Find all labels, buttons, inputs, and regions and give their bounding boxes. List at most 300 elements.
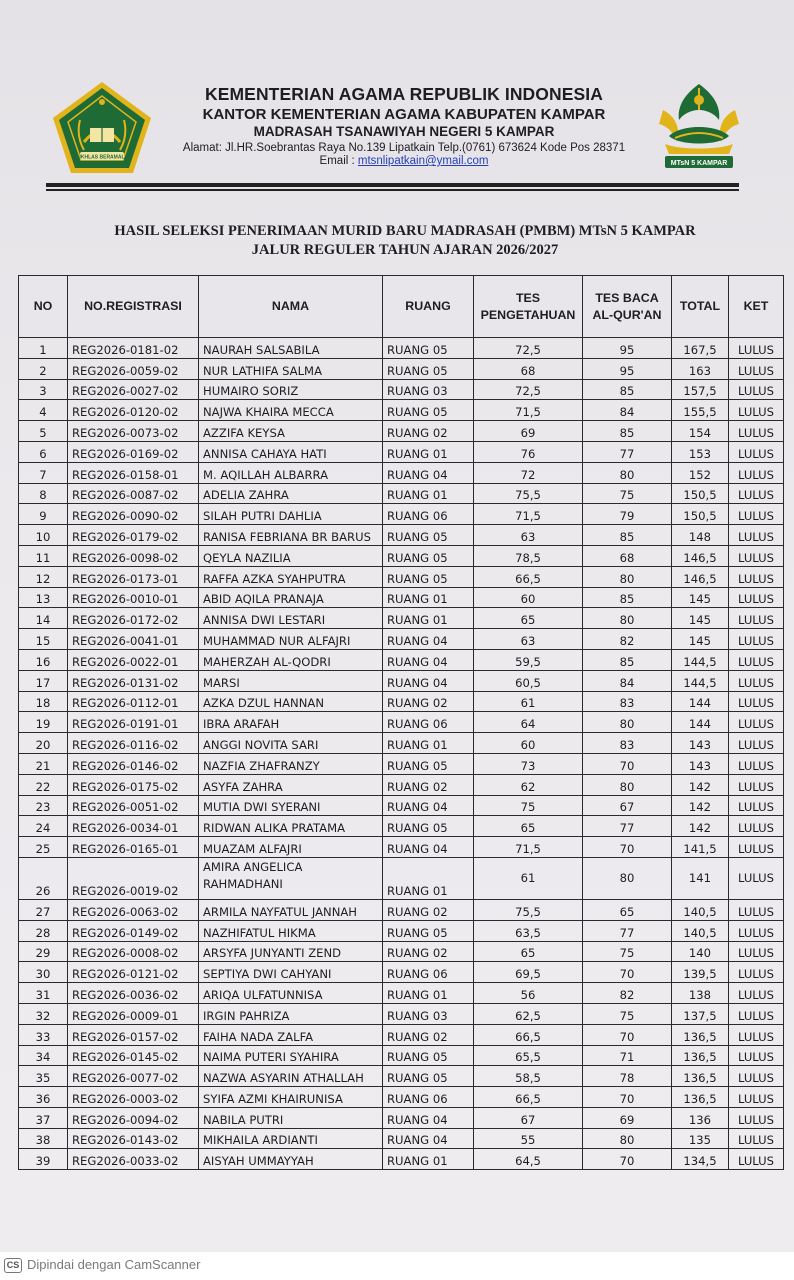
- cell-total: 144: [672, 712, 729, 733]
- cell-status: LULUS: [729, 1066, 784, 1087]
- cell-name: SEPTIYA DWI CAHYANI: [199, 962, 383, 983]
- cell-knowledge-score: 62,5: [474, 1003, 583, 1024]
- table-row: [19, 421, 784, 442]
- cell-knowledge-score: 64: [474, 712, 583, 733]
- cell-quran-score: 79: [583, 504, 672, 525]
- table-row: [19, 483, 784, 504]
- cell-quran-score: 75: [583, 483, 672, 504]
- camscanner-icon: CS: [4, 1258, 22, 1273]
- cell-total: 136,5: [672, 1024, 729, 1045]
- table-row: [19, 712, 784, 733]
- cell-quran-score: 82: [583, 629, 672, 650]
- cell-name: ABID AQILA PRANAJA: [199, 587, 383, 608]
- table-row: [19, 941, 784, 962]
- svg-text:IKHLAS BERAMAL: IKHLAS BERAMAL: [79, 154, 125, 161]
- cell-knowledge-score: 63: [474, 525, 583, 546]
- cell-total: 142: [672, 795, 729, 816]
- cell-total: 136,5: [672, 1087, 729, 1108]
- cell-registration: REG2026-0051-02: [68, 795, 199, 816]
- cell-quran-score: 84: [583, 400, 672, 421]
- cell-status: LULUS: [729, 504, 784, 525]
- cell-registration: REG2026-0027-02: [68, 379, 199, 400]
- cell-no: 25: [19, 837, 68, 858]
- cell-total: 145: [672, 629, 729, 650]
- cell-status: LULUS: [729, 338, 784, 359]
- cell-status: LULUS: [729, 629, 784, 650]
- cell-knowledge-score: 65: [474, 816, 583, 837]
- cell-registration: REG2026-0022-01: [68, 649, 199, 670]
- header-knowledge-test: TES PENGETAHUAN: [474, 276, 583, 338]
- cell-room: RUANG 01: [383, 483, 474, 504]
- table-row: [19, 753, 784, 774]
- cell-quran-score: 65: [583, 899, 672, 920]
- cell-name: RANISA FEBRIANA BR BARUS: [199, 525, 383, 546]
- cell-name: NAZHIFATUL HIKMA: [199, 920, 383, 941]
- cell-total: 142: [672, 816, 729, 837]
- cell-quran-score: 85: [583, 421, 672, 442]
- cell-knowledge-score: 63,5: [474, 920, 583, 941]
- cell-room: RUANG 05: [383, 545, 474, 566]
- cell-name: NAIMA PUTERI SYAHIRA: [199, 1045, 383, 1066]
- cell-registration: REG2026-0063-02: [68, 899, 199, 920]
- title-line-2: JALUR REGULER TAHUN AJARAN 2026/2027: [251, 242, 559, 258]
- cell-registration: REG2026-0077-02: [68, 1066, 199, 1087]
- cell-knowledge-score: 58,5: [474, 1066, 583, 1087]
- cell-room: RUANG 01: [383, 983, 474, 1004]
- cell-room: RUANG 06: [383, 962, 474, 983]
- cell-knowledge-score: 66,5: [474, 1087, 583, 1108]
- table-row: [19, 1066, 784, 1087]
- cell-registration: REG2026-0041-01: [68, 629, 199, 650]
- cell-room: RUANG 05: [383, 920, 474, 941]
- cell-status: LULUS: [729, 525, 784, 546]
- table-row: [19, 525, 784, 546]
- cell-no: 32: [19, 1003, 68, 1024]
- cell-room: RUANG 04: [383, 670, 474, 691]
- cell-quran-score: 85: [583, 649, 672, 670]
- cell-room: RUANG 03: [383, 379, 474, 400]
- cell-room: RUANG 05: [383, 400, 474, 421]
- cell-status: LULUS: [729, 462, 784, 483]
- cell-registration: REG2026-0019-02: [68, 857, 199, 899]
- cell-registration: REG2026-0191-01: [68, 712, 199, 733]
- cell-knowledge-score: 72: [474, 462, 583, 483]
- cell-quran-score: 75: [583, 941, 672, 962]
- cell-room: RUANG 06: [383, 712, 474, 733]
- cell-knowledge-score: 55: [474, 1128, 583, 1149]
- cell-total: 153: [672, 441, 729, 462]
- cell-no: 13: [19, 587, 68, 608]
- cell-knowledge-score: 69,5: [474, 962, 583, 983]
- cell-quran-score: 78: [583, 1066, 672, 1087]
- table-row: [19, 962, 784, 983]
- cell-registration: REG2026-0116-02: [68, 733, 199, 754]
- cell-total: 136: [672, 1107, 729, 1128]
- cell-name: ADELIA ZAHRA: [199, 483, 383, 504]
- email-label: Email :: [319, 155, 358, 167]
- cell-name: NAZWA ASYARIN ATHALLAH: [199, 1066, 383, 1087]
- cell-no: 35: [19, 1066, 68, 1087]
- letterhead-rule-thin: [46, 189, 739, 191]
- cell-total: 140: [672, 941, 729, 962]
- cell-knowledge-score: 75,5: [474, 899, 583, 920]
- school-email-line: [164, 155, 644, 167]
- cell-quran-score: 85: [583, 379, 672, 400]
- cell-knowledge-score: 60: [474, 733, 583, 754]
- cell-registration: REG2026-0090-02: [68, 504, 199, 525]
- cell-name: AMIRA ANGELICA RAHMADHANI: [199, 857, 383, 899]
- cell-room: RUANG 04: [383, 837, 474, 858]
- cell-total: 144,5: [672, 649, 729, 670]
- cell-quran-score: 85: [583, 587, 672, 608]
- cell-status: LULUS: [729, 920, 784, 941]
- cell-knowledge-score: 60,5: [474, 670, 583, 691]
- cell-quran-score: 84: [583, 670, 672, 691]
- cell-quran-score: 80: [583, 566, 672, 587]
- table-row: [19, 691, 784, 712]
- cell-name: ASYFA ZAHRA: [199, 774, 383, 795]
- cell-total: 167,5: [672, 338, 729, 359]
- cell-no: 27: [19, 899, 68, 920]
- school-logo-icon: [655, 80, 743, 172]
- cell-quran-score: 80: [583, 857, 672, 899]
- cell-name: NUR LATHIFA SALMA: [199, 358, 383, 379]
- table-header-row: [19, 276, 784, 338]
- cell-status: LULUS: [729, 1128, 784, 1149]
- table-row: [19, 441, 784, 462]
- cell-status: LULUS: [729, 358, 784, 379]
- cell-knowledge-score: 72,5: [474, 379, 583, 400]
- cell-status: LULUS: [729, 774, 784, 795]
- table-row: [19, 338, 784, 359]
- cell-name: SILAH PUTRI DAHLIA: [199, 504, 383, 525]
- cell-no: 4: [19, 400, 68, 421]
- cell-status: LULUS: [729, 837, 784, 858]
- cell-registration: REG2026-0158-01: [68, 462, 199, 483]
- cell-status: LULUS: [729, 421, 784, 442]
- cell-quran-score: 68: [583, 545, 672, 566]
- table-row: [19, 379, 784, 400]
- cell-knowledge-score: 72,5: [474, 338, 583, 359]
- table-row: [19, 857, 784, 899]
- cell-total: 136,5: [672, 1045, 729, 1066]
- cell-total: 148: [672, 525, 729, 546]
- cell-registration: REG2026-0003-02: [68, 1087, 199, 1108]
- cell-no: 12: [19, 566, 68, 587]
- cell-name: MUTIA DWI SYERANI: [199, 795, 383, 816]
- cell-status: LULUS: [729, 379, 784, 400]
- cell-total: 154: [672, 421, 729, 442]
- table-row: [19, 566, 784, 587]
- cell-name: MAHERZAH AL-QODRI: [199, 649, 383, 670]
- cell-name: ANNISA CAHAYA HATI: [199, 441, 383, 462]
- cell-no: 2: [19, 358, 68, 379]
- cell-knowledge-score: 78,5: [474, 545, 583, 566]
- cell-quran-score: 70: [583, 1087, 672, 1108]
- cell-no: 31: [19, 983, 68, 1004]
- cell-no: 3: [19, 379, 68, 400]
- cell-room: RUANG 01: [383, 587, 474, 608]
- cell-registration: REG2026-0179-02: [68, 525, 199, 546]
- table-row: [19, 1128, 784, 1149]
- cell-quran-score: 83: [583, 733, 672, 754]
- cell-knowledge-score: 68: [474, 358, 583, 379]
- cell-quran-score: 67: [583, 795, 672, 816]
- table-row: [19, 1045, 784, 1066]
- cell-room: RUANG 05: [383, 1066, 474, 1087]
- cell-total: 145: [672, 587, 729, 608]
- cell-name: FAIHA NADA ZALFA: [199, 1024, 383, 1045]
- table-row: [19, 670, 784, 691]
- cell-no: 7: [19, 462, 68, 483]
- cell-quran-score: 70: [583, 1149, 672, 1170]
- cell-no: 29: [19, 941, 68, 962]
- cell-status: LULUS: [729, 649, 784, 670]
- cell-registration: REG2026-0131-02: [68, 670, 199, 691]
- cell-status: LULUS: [729, 962, 784, 983]
- cell-no: 9: [19, 504, 68, 525]
- table-row: [19, 358, 784, 379]
- cell-name: ANNISA DWI LESTARI: [199, 608, 383, 629]
- cell-registration: REG2026-0149-02: [68, 920, 199, 941]
- table-row: [19, 837, 784, 858]
- cell-status: LULUS: [729, 1149, 784, 1170]
- header-room: RUANG: [383, 276, 474, 338]
- cell-no: 19: [19, 712, 68, 733]
- cell-knowledge-score: 59,5: [474, 649, 583, 670]
- cell-quran-score: 77: [583, 816, 672, 837]
- cell-status: LULUS: [729, 441, 784, 462]
- table-row: [19, 1107, 784, 1128]
- cell-total: 134,5: [672, 1149, 729, 1170]
- cell-knowledge-score: 65: [474, 941, 583, 962]
- table-row: [19, 1024, 784, 1045]
- cell-knowledge-score: 60: [474, 587, 583, 608]
- cell-name: RIDWAN ALIKA PRATAMA: [199, 816, 383, 837]
- cell-status: LULUS: [729, 712, 784, 733]
- cell-registration: REG2026-0175-02: [68, 774, 199, 795]
- cell-name: NAZFIA ZHAFRANZY: [199, 753, 383, 774]
- cell-quran-score: 95: [583, 338, 672, 359]
- cell-knowledge-score: 75,5: [474, 483, 583, 504]
- cell-room: RUANG 04: [383, 629, 474, 650]
- table-row: [19, 462, 784, 483]
- cell-name: RAFFA AZKA SYAHPUTRA: [199, 566, 383, 587]
- cell-knowledge-score: 61: [474, 691, 583, 712]
- cell-status: LULUS: [729, 670, 784, 691]
- cell-status: LULUS: [729, 608, 784, 629]
- cell-quran-score: 85: [583, 525, 672, 546]
- cell-name: ARSYFA JUNYANTI ZEND: [199, 941, 383, 962]
- cell-total: 135: [672, 1128, 729, 1149]
- letterhead-rule-thick: [46, 183, 739, 187]
- cell-no: 23: [19, 795, 68, 816]
- cell-registration: REG2026-0033-02: [68, 1149, 199, 1170]
- cell-status: LULUS: [729, 733, 784, 754]
- table-body: [19, 338, 784, 1170]
- cell-knowledge-score: 71,5: [474, 837, 583, 858]
- cell-no: 33: [19, 1024, 68, 1045]
- cell-name: MARSI: [199, 670, 383, 691]
- kemenag-logo-icon: [50, 80, 154, 176]
- cell-name: NAJWA KHAIRA MECCA: [199, 400, 383, 421]
- cell-registration: REG2026-0008-02: [68, 941, 199, 962]
- cell-registration: REG2026-0112-01: [68, 691, 199, 712]
- cell-room: RUANG 01: [383, 857, 474, 899]
- cell-registration: REG2026-0010-01: [68, 587, 199, 608]
- cell-no: 1: [19, 338, 68, 359]
- cell-quran-score: 80: [583, 712, 672, 733]
- cell-total: 146,5: [672, 566, 729, 587]
- cell-total: 144: [672, 691, 729, 712]
- cell-room: RUANG 04: [383, 1107, 474, 1128]
- cell-registration: REG2026-0157-02: [68, 1024, 199, 1045]
- email-link[interactable]: mtsnlipatkain@ymail.com: [357, 155, 489, 167]
- table-row: [19, 545, 784, 566]
- header-name: NAMA: [199, 276, 383, 338]
- cell-knowledge-score: 75: [474, 795, 583, 816]
- cell-room: RUANG 02: [383, 1024, 474, 1045]
- cell-name: ARMILA NAYFATUL JANNAH: [199, 899, 383, 920]
- cell-registration: REG2026-0036-02: [68, 983, 199, 1004]
- cell-name: QEYLA NAZILIA: [199, 545, 383, 566]
- table-row: [19, 733, 784, 754]
- cell-registration: REG2026-0073-02: [68, 421, 199, 442]
- cell-room: RUANG 06: [383, 504, 474, 525]
- cell-total: 141: [672, 857, 729, 899]
- cell-no: 26: [19, 857, 68, 899]
- cell-status: LULUS: [729, 483, 784, 504]
- cell-no: 28: [19, 920, 68, 941]
- cell-no: 11: [19, 545, 68, 566]
- cell-name: AZKA DZUL HANNAN: [199, 691, 383, 712]
- cell-status: LULUS: [729, 983, 784, 1004]
- cell-total: 136,5: [672, 1066, 729, 1087]
- letterhead: [164, 84, 644, 167]
- cell-registration: REG2026-0146-02: [68, 753, 199, 774]
- cell-total: 137,5: [672, 1003, 729, 1024]
- cell-room: RUANG 05: [383, 525, 474, 546]
- cell-room: RUANG 05: [383, 338, 474, 359]
- cell-status: LULUS: [729, 857, 784, 899]
- table-row: [19, 1003, 784, 1024]
- cell-quran-score: 82: [583, 983, 672, 1004]
- cell-registration: REG2026-0173-01: [68, 566, 199, 587]
- cell-room: RUANG 02: [383, 421, 474, 442]
- cell-knowledge-score: 63: [474, 629, 583, 650]
- cell-no: 21: [19, 753, 68, 774]
- cell-quran-score: 69: [583, 1107, 672, 1128]
- cell-status: LULUS: [729, 1045, 784, 1066]
- cell-name: SYIFA AZMI KHAIRUNISA: [199, 1087, 383, 1108]
- cell-no: 36: [19, 1087, 68, 1108]
- cell-no: 17: [19, 670, 68, 691]
- cell-quran-score: 77: [583, 441, 672, 462]
- cell-registration: REG2026-0059-02: [68, 358, 199, 379]
- table-row: [19, 983, 784, 1004]
- cell-knowledge-score: 71,5: [474, 504, 583, 525]
- cell-knowledge-score: 66,5: [474, 566, 583, 587]
- cell-no: 14: [19, 608, 68, 629]
- office-name: KANTOR KEMENTERIAN AGAMA KABUPATEN KAMPAR: [202, 106, 606, 123]
- table-row: [19, 504, 784, 525]
- cell-name: M. AQILLAH ALBARRA: [199, 462, 383, 483]
- cell-knowledge-score: 76: [474, 441, 583, 462]
- cell-knowledge-score: 62: [474, 774, 583, 795]
- cell-quran-score: 83: [583, 691, 672, 712]
- cell-total: 155,5: [672, 400, 729, 421]
- cell-no: 18: [19, 691, 68, 712]
- cell-registration: REG2026-0143-02: [68, 1128, 199, 1149]
- school-address: Alamat: Jl.HR.Soebrantas Raya No.139 Lipatkain Telp.(0761) 673624 Kode Pos 28371: [182, 142, 626, 154]
- cell-quran-score: 80: [583, 608, 672, 629]
- cell-total: 145: [672, 608, 729, 629]
- cell-name: AISYAH UMMAYYAH: [199, 1149, 383, 1170]
- header-total: TOTAL: [672, 276, 729, 338]
- cell-room: RUANG 02: [383, 691, 474, 712]
- cell-no: 15: [19, 629, 68, 650]
- table-row: [19, 1149, 784, 1170]
- cell-knowledge-score: 64,5: [474, 1149, 583, 1170]
- cell-total: 152: [672, 462, 729, 483]
- cell-no: 8: [19, 483, 68, 504]
- cell-quran-score: 75: [583, 1003, 672, 1024]
- cell-name: ARIQA ULFATUNNISA: [199, 983, 383, 1004]
- cell-room: RUANG 04: [383, 649, 474, 670]
- cell-room: RUANG 05: [383, 1045, 474, 1066]
- ministry-name: KEMENTERIAN AGAMA REPUBLIK INDONESIA: [204, 84, 603, 104]
- cell-registration: REG2026-0087-02: [68, 483, 199, 504]
- cell-knowledge-score: 71,5: [474, 400, 583, 421]
- cell-total: 144,5: [672, 670, 729, 691]
- cell-room: RUANG 05: [383, 753, 474, 774]
- cell-room: RUANG 05: [383, 816, 474, 837]
- cell-room: RUANG 04: [383, 795, 474, 816]
- cell-room: RUANG 01: [383, 441, 474, 462]
- cell-registration: REG2026-0165-01: [68, 837, 199, 858]
- cell-no: 5: [19, 421, 68, 442]
- cell-name: NAURAH SALSABILA: [199, 338, 383, 359]
- cell-room: RUANG 02: [383, 941, 474, 962]
- table-row: [19, 1087, 784, 1108]
- cell-room: RUANG 02: [383, 899, 474, 920]
- cell-registration: REG2026-0181-02: [68, 338, 199, 359]
- document-title: [60, 222, 750, 260]
- selection-results-table: [18, 275, 784, 1170]
- table-row: [19, 795, 784, 816]
- cell-total: 140,5: [672, 920, 729, 941]
- header-status: KET: [729, 276, 784, 338]
- cell-name: IBRA ARAFAH: [199, 712, 383, 733]
- cell-knowledge-score: 69: [474, 421, 583, 442]
- cell-quran-score: 70: [583, 753, 672, 774]
- cell-no: 38: [19, 1128, 68, 1149]
- cell-registration: REG2026-0172-02: [68, 608, 199, 629]
- cell-room: RUANG 01: [383, 733, 474, 754]
- cell-room: RUANG 04: [383, 462, 474, 483]
- cell-no: 10: [19, 525, 68, 546]
- cell-total: 150,5: [672, 483, 729, 504]
- cell-status: LULUS: [729, 899, 784, 920]
- cell-name: ANGGI NOVITA SARI: [199, 733, 383, 754]
- cell-quran-score: 77: [583, 920, 672, 941]
- camscanner-footer: [0, 1252, 794, 1280]
- cell-knowledge-score: 61: [474, 857, 583, 899]
- cell-name: AZZIFA KEYSA: [199, 421, 383, 442]
- cell-total: 141,5: [672, 837, 729, 858]
- cell-no: 22: [19, 774, 68, 795]
- table-row: [19, 400, 784, 421]
